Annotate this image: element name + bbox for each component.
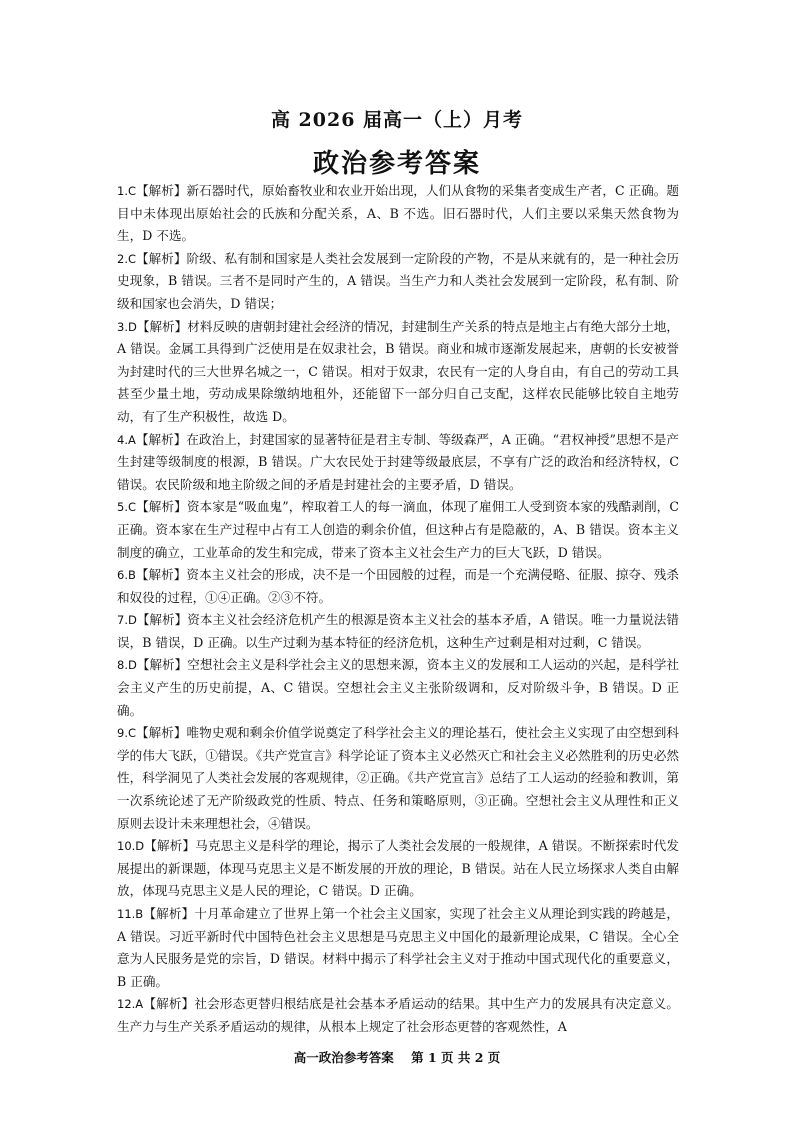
exam-title: 高 2026 届高一（上）月考 <box>270 109 524 131</box>
answer-item-1 <box>117 180 679 248</box>
answer-item-9 <box>117 722 679 835</box>
answer-explanation: 【解析】社会形态更替归根结底是社会基本矛盾运动的结果。其中生产力的发展具有决定意义。生产力与生产关系矛盾运动的规律，从根本上规定了社会形态更替的客观然性，A <box>117 996 679 1034</box>
answer-explanation: 【解析】十月革命建立了世界上第一个社会主义国家，实现了社会主义从理论到实践的跨越是，A 错误。习近平新时代中国特色社会主义思想是马克思主义中国化的最新理论成果，C 错误。全心全意为人民服务是党的宗旨，D 错误。材料中揭示了科学社会主义对于推动中国式现代化的重要意义，B 正确。 <box>117 906 679 989</box>
answer-number: 3.D <box>117 319 137 334</box>
answer-number: 2.C <box>117 251 137 266</box>
answer-explanation: 【解析】材料反映的唐朝封建社会经济的情况，封建制生产关系的特点是地主占有绝大部分土地，A 错误。金属工具得到广泛使用是在奴隶社会，B 错误。商业和城市逐渐发展起来，唐朝的长安被誉为封建时代的三大世界名城之一，C 错误。相对于奴隶，农民有一定的人身自由，有自己的劳动工具甚至少量土地，劳动成果除缴纳地租外，还能留下一部分归自己支配，这样农民能够比较自主地劳动，有了生产积极性，故选 D。 <box>117 318 679 424</box>
answer-number: 7.D <box>117 613 137 628</box>
answer-number: 10.D <box>117 839 145 854</box>
answer-explanation: 【解析】资本主义社会经济危机产生的根源是资本主义社会的基本矛盾，A 错误。唯一力量说法错误，B 错误，D 正确。以生产过剩为基本特征的经济危机，这种生产过剩是相对过剩，C 错误。 <box>117 612 679 650</box>
answer-item-10 <box>117 835 679 903</box>
answer-number: 5.C <box>117 500 137 515</box>
answer-number: 9.C <box>117 726 137 741</box>
answer-item-4 <box>117 429 679 497</box>
answer-explanation: 【解析】资本家是“吸血鬼”，榨取着工人的每一滴血，体现了雇佣工人受到资本家的残酷剥削，C 正确。资本家在生产过程中占有工人创造的剩余价值，但这种占有是隐蔽的，A、B 错误。资本主义制度的确立，工业革命的发生和完成，带来了资本主义社会生产力的巨大飞跃，D 错误。 <box>117 499 679 560</box>
answer-item-6 <box>117 564 679 609</box>
document-title: 政治参考答案 <box>312 149 481 179</box>
answer-number: 8.D <box>117 658 137 673</box>
answer-number: 6.B <box>117 568 136 583</box>
answer-item-3 <box>117 316 679 429</box>
answer-explanation: 【解析】唯物史观和剩余价值学说奠定了科学社会主义的理论基石，使社会主义实现了由空想到科学的伟大飞跃，①错误。《共产党宣言》科学论证了资本主义必然灭亡和社会主义必然胜利的历史必然性，科学洞见了人类社会发展的客观规律，②正确。《共产党宣言》总结了工人运动的经验和教训，第一次系统论述了无产阶级政党的性质、特点、任务和策略原则，③正确。空想社会主义从理性和正义原则去设计未来理想社会，④错误。 <box>117 725 679 831</box>
answer-number: 1.C <box>117 184 137 198</box>
answer-item-5 <box>117 496 679 564</box>
answer-item-11 <box>117 903 679 993</box>
answer-explanation: 【解析】新石器时代，原始畜牧业和农业开始出现，人们从食物的采集者变成生产者，C 正确。题目中未体现出原始社会的氏族和分配关系，A、B 不选。旧石器时代，人们主要以采集天然食物为生，D 不选。 <box>117 183 679 244</box>
answer-explanation: 【解析】空想社会主义是科学社会主义的思想来源，资本主义的发展和工人运动的兴起，是科学社会主义产生的历史前提，A、C 错误。空想社会主义主张阶级调和，反对阶级斗争，B 错误。D 正确。 <box>117 657 679 718</box>
answer-list <box>117 180 679 1039</box>
answer-item-7 <box>117 609 679 654</box>
answer-number: 4.A <box>117 432 136 447</box>
answer-item-2 <box>117 248 679 316</box>
page-footer <box>0 1048 794 1066</box>
answer-explanation: 【解析】马克思主义是科学的理论，揭示了人类社会发展的一般规律，A 错误。不断探索时代发展提出的新课题，体现马克思主义是不断发展的开放的理论，B 错误。站在人民立场探求人类自由解放，体现马克思主义是人民的理论，C 错误。D 正确。 <box>117 838 679 899</box>
answer-item-8 <box>117 654 679 722</box>
footer-page-info: 第 1 页 共 2 页 <box>411 1050 501 1065</box>
answer-explanation: 【解析】在政治上，封建国家的显著特征是君主专制、等级森严，A 正确。“君权神授”思想不是产生封建等级制度的根源，B 错误。广大农民处于封建等级最底层，不享有广泛的政治和经济特权，C 错误。农民阶级和地主阶级之间的矛盾是封建社会的主要矛盾，D 错误。 <box>117 431 679 492</box>
answer-explanation: 【解析】阶级、私有制和国家是人类社会发展到一定阶段的产物，不是从来就有的，是一种社会历史现象，B 错误。三者不是同时产生的，A 错误。当生产力和人类社会发展到一定阶段，私有制、阶级和国家也会消失，D 错误； <box>117 250 679 311</box>
footer-subject: 高一政治参考答案 <box>293 1050 394 1065</box>
answer-explanation: 【解析】资本主义社会的形成，决不是一个田园般的过程，而是一个充满侵略、征服、掠夺、残杀和奴役的过程，①④正确。②③不符。 <box>117 567 679 605</box>
answer-item-12 <box>117 993 679 1038</box>
answer-number: 12.A <box>117 997 144 1012</box>
answer-number: 11.B <box>117 907 144 921</box>
